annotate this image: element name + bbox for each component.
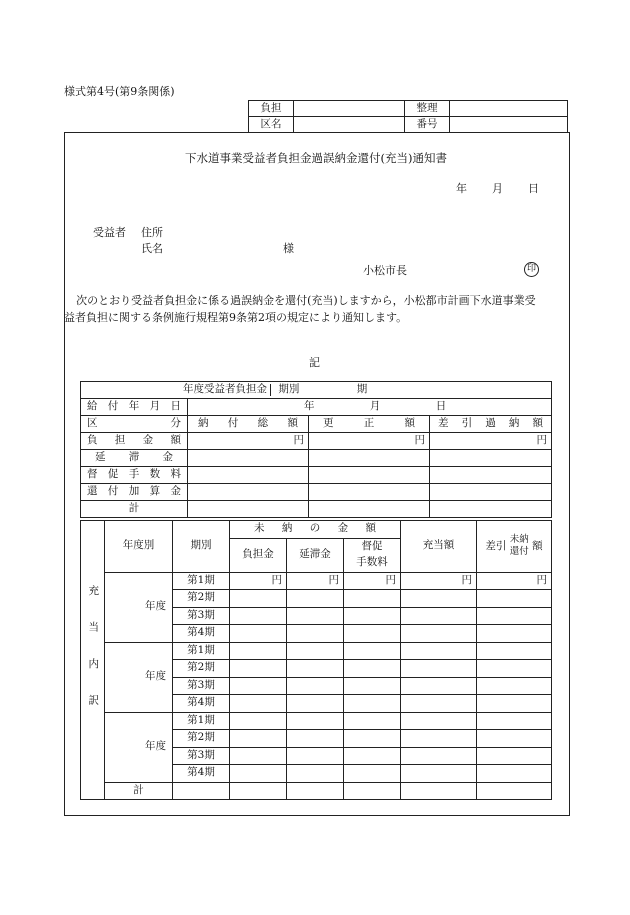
table-row: 年度 第1期 円 円 円 円 円 — [81, 572, 552, 590]
table-row: 第3期 — [81, 607, 552, 625]
year-cell[interactable]: 年度 — [105, 712, 173, 782]
unpaid-fee-header: 督促 — [344, 538, 401, 555]
table-row: 還付加算金 — [81, 484, 552, 501]
table-row: 第4期 — [81, 765, 552, 783]
table-row: 第2期 — [81, 660, 552, 678]
year-cell[interactable]: 年度 — [105, 572, 173, 642]
year-burden-label: 年度受益者負担金 — [81, 384, 271, 396]
unpaid-burden-header: 負担金 — [230, 538, 287, 572]
refund-summary-table — [80, 381, 552, 518]
col-total-paid: 納付総額 — [188, 416, 309, 433]
table-row: 第3期 — [81, 677, 552, 695]
allocation-total-label: 計 — [105, 782, 173, 800]
period-col-header: 期別 — [173, 521, 230, 573]
issuer: 小松市長 — [363, 264, 407, 277]
record-heading: 記 — [309, 356, 320, 369]
date-day: 日 — [528, 182, 539, 195]
table-row: 年度 第1期 — [81, 642, 552, 660]
reference-number-field[interactable] — [450, 101, 568, 117]
allocation-table: 充当内訳 年度別 期別 未納の金額 充当額 差引 未納 還付 額 負担金 延滞金 督促 手数料 年度 第1期 円 円 円 円 円 第2期 第3期 第4期 年度 第1期 第2期 第3期 第4期 年度 第1期 第2期 第3期 第4期 計 — [80, 520, 552, 800]
table-row: 延滞金 — [81, 450, 552, 467]
header-box: 負担 整理 区名 番号 — [248, 100, 568, 133]
table-row: 第2期 — [81, 730, 552, 748]
payment-date-label: 給付年月日 — [81, 399, 188, 416]
table-row — [81, 782, 552, 800]
reference-number-label: 整理 — [405, 101, 450, 117]
payment-date-field[interactable]: 年 月 日 — [188, 399, 552, 416]
date-year: 年 — [456, 182, 467, 195]
col-overpaid: 差引過納額 — [430, 416, 552, 433]
body-text: 次のとおり受益者負担金に係る過誤納金を還付(充当)しますから，小松都市計画下水道事業受益者負担に関する条例施行規程第9条第2項の規定により通知します。 — [64, 294, 536, 324]
table-row: 年度 第1期 — [81, 712, 552, 730]
table-row: 督促手数料 — [81, 467, 552, 484]
burden-ward-field[interactable] — [294, 101, 405, 117]
recipient-label: 受益者 — [93, 226, 126, 239]
col-correction: 更正額 — [309, 416, 430, 433]
official-seal: 印 — [524, 261, 539, 277]
table-row: 第3期 — [81, 747, 552, 765]
table-row: 第4期 — [81, 625, 552, 643]
applied-col-header: 充当額 — [401, 521, 477, 573]
unpaid-header: 未納の金額 — [230, 521, 401, 539]
year-col-header: 年度別 — [105, 521, 173, 573]
period-label: 期別 — [278, 383, 300, 396]
table-row: 第4期 — [81, 695, 552, 713]
burden-ward-label: 負担 — [249, 101, 294, 117]
year-cell[interactable]: 年度 — [105, 642, 173, 712]
period-unit: 期 — [356, 383, 368, 396]
table-row: 負担金額 円 円 円 — [81, 433, 552, 450]
honorific: 様 — [283, 242, 294, 255]
date-month: 月 — [492, 182, 503, 195]
address-label: 住所 — [141, 226, 163, 239]
name-label: 氏名 — [141, 242, 163, 255]
form-number: 様式第4号(第9条関係) — [64, 85, 175, 98]
table-row: 第2期 — [81, 590, 552, 608]
form-title: 下水道事業受益者負担金過誤納金還付(充当)通知書 — [185, 151, 447, 165]
unpaid-late-header: 延滞金 — [287, 538, 344, 572]
table-row: 計 — [81, 501, 552, 518]
allocation-side-label: 充当内訳 — [81, 521, 105, 800]
category-label: 区分 — [81, 416, 188, 433]
diff-col-header: 差引 未納 還付 額 — [477, 521, 552, 573]
